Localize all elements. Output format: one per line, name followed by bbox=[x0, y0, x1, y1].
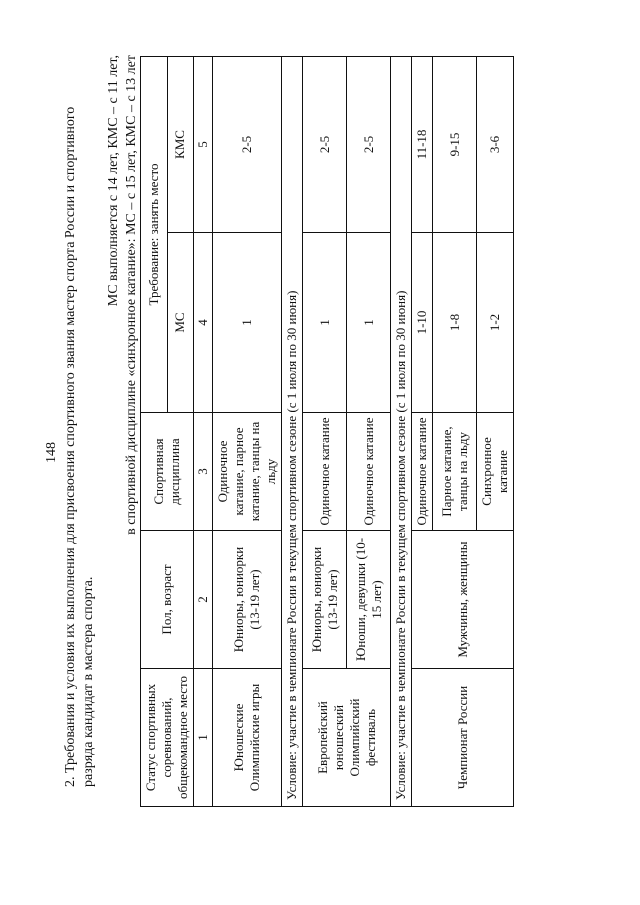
section-intro: 2. Требования и условия их выполнения для присвоения спортивного звания мастер спорта России и спортивного разряда кандидат в мастера спорта. bbox=[63, 106, 96, 787]
column-number: 1 bbox=[194, 669, 213, 807]
condition-row bbox=[282, 56, 303, 806]
kms-cell: 2-5 bbox=[347, 56, 391, 232]
age-note-line-1: МС выполняется с 14 лет, КМС – с 11 лет, bbox=[106, 55, 121, 307]
requirements-table bbox=[140, 56, 514, 807]
ms-cell: 1-2 bbox=[477, 233, 514, 413]
table-row bbox=[213, 56, 282, 806]
discipline-cell: Одиночное катание bbox=[347, 413, 391, 531]
header-kms: КМС bbox=[167, 56, 194, 232]
kms-cell: 2-5 bbox=[303, 56, 347, 232]
discipline-cell: Одиночное катание bbox=[412, 413, 433, 531]
status-cell: Чемпионат России bbox=[412, 669, 514, 807]
condition-text: Условие: участие в чемпионате России в текущем спортивном сезоне (с 1 июля по 30 июня) bbox=[391, 56, 412, 806]
column-number: 4 bbox=[194, 233, 213, 413]
gender-cell: Юноши, девушки (10-15 лет) bbox=[347, 531, 391, 669]
column-number-row bbox=[194, 56, 213, 806]
kms-cell: 9-15 bbox=[433, 56, 477, 232]
header-discipline: Спортивная дисциплина bbox=[141, 413, 194, 531]
header-status: Статус спортивных соревнований, общекомандное место bbox=[141, 669, 194, 807]
discipline-cell: Одиночное катание bbox=[303, 413, 347, 531]
condition-text: Условие: участие в чемпионате России в текущем спортивном сезоне (с 1 июля по 30 июня) bbox=[282, 56, 303, 806]
ms-cell: 1-8 bbox=[433, 233, 477, 413]
gender-cell: Мужчины, женщины bbox=[412, 531, 514, 669]
condition-row bbox=[391, 56, 412, 806]
ms-cell: 1 bbox=[303, 233, 347, 413]
header-gender-age: Пол, возраст bbox=[141, 531, 194, 669]
ms-cell: 1-10 bbox=[412, 233, 433, 413]
table-row bbox=[412, 56, 433, 806]
ms-cell: 1 bbox=[213, 233, 282, 413]
gender-cell: Юниоры, юниорки (13-19 лет) bbox=[303, 531, 347, 669]
age-note-line-2: в спортивной дисциплине «синхронное катание»: МС – с 15 лет, КМС – с 13 лет bbox=[124, 55, 139, 535]
status-cell: Юношеские Олимпийские игры bbox=[213, 669, 282, 807]
column-number: 2 bbox=[194, 531, 213, 669]
discipline-cell: Одиночное катание, парное катание, танцы на льду bbox=[213, 413, 282, 531]
kms-cell: 3-6 bbox=[477, 56, 514, 232]
discipline-cell: Парное катание, танцы на льду bbox=[433, 413, 477, 531]
header-requirement: Требование: занять место bbox=[141, 56, 168, 412]
column-number: 5 bbox=[194, 56, 213, 232]
kms-cell: 11-18 bbox=[412, 56, 433, 232]
status-cell: Европейский юношеский Олимпийский фестиваль bbox=[303, 669, 391, 807]
header-row bbox=[141, 56, 168, 806]
gender-cell: Юниоры, юниорки (13-19 лет) bbox=[213, 531, 282, 669]
header-ms: МС bbox=[167, 233, 194, 413]
ms-cell: 1 bbox=[347, 233, 391, 413]
discipline-cell: Синхронное катание bbox=[477, 413, 514, 531]
table-row bbox=[303, 56, 347, 806]
page-number: 148 bbox=[44, 442, 59, 463]
column-number: 3 bbox=[194, 413, 213, 531]
kms-cell: 2-5 bbox=[213, 56, 282, 232]
